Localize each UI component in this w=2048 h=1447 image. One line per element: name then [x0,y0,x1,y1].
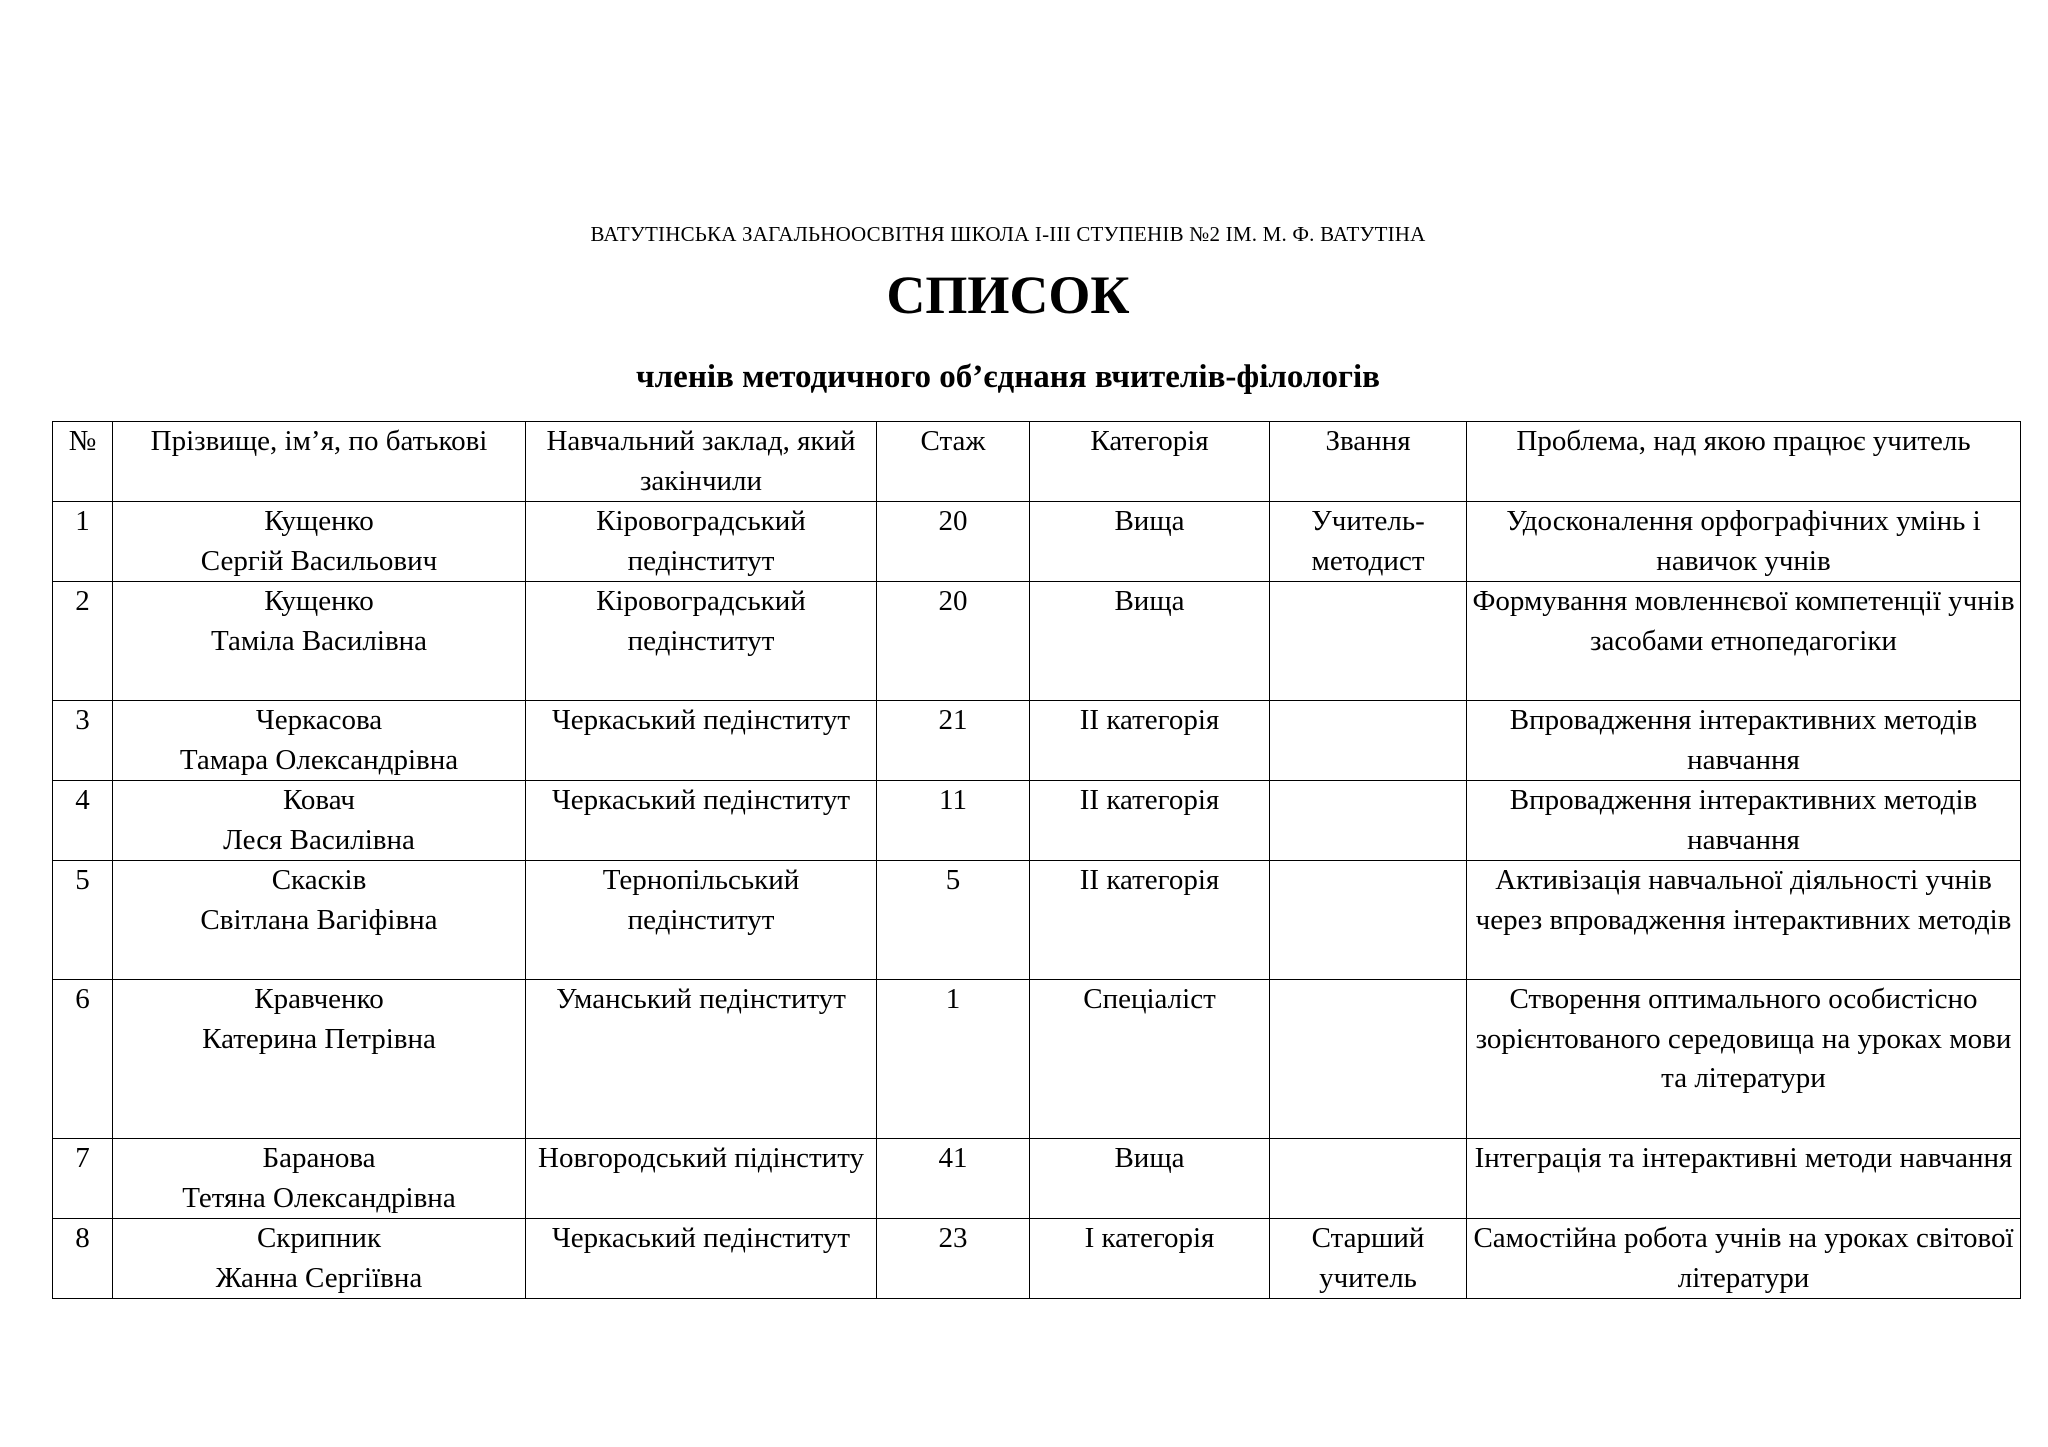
cell-number: 2 [53,582,113,701]
cell-experience: 23 [877,1219,1030,1299]
column-header-problem: Проблема, над якою працює учитель [1467,422,2021,502]
cell-surname: Баранова [262,1142,376,1174]
cell-given-name: Світлана Вагіфівна [200,903,438,936]
cell-surname: Скрипник [256,1222,382,1254]
column-header-title: Звання [1270,422,1467,502]
cell-problem: Створення оптимального особистісно зорієнтованого середовища на уроках мови та літератури [1467,980,2021,1139]
cell-name [113,502,526,582]
cell-given-name: Тамара Олександрівна [179,743,459,776]
cell-name [113,701,526,781]
cell-surname: Кущенко [264,585,374,617]
cell-experience: 20 [877,502,1030,582]
cell-title [1270,1139,1467,1219]
cell-institution: Тернопільський педінститут [526,861,877,980]
cell-surname: Ковач [282,784,355,816]
cell-number: 6 [53,980,113,1139]
cell-category: ІІ категорія [1030,781,1270,861]
cell-title [1270,861,1467,980]
cell-experience: 1 [877,980,1030,1139]
cell-category: Спеціаліст [1030,980,1270,1139]
cell-category: ІІ категорія [1030,861,1270,980]
cell-given-name: Тетяна Олександрівна [182,1181,456,1214]
cell-name [113,980,526,1139]
cell-problem: Формування мовленнєвої компетенції учнів засобами етнопедагогіки [1467,582,2021,701]
cell-institution: Кіровоградський педінститут [526,582,877,701]
cell-name [113,582,526,701]
document-title: СПИСОК [886,265,1130,325]
cell-name [113,1219,526,1299]
table-row [53,502,2021,582]
cell-given-name: Жанна Сергіївна [215,1261,423,1294]
cell-number: 3 [53,701,113,781]
table-row [53,781,2021,861]
cell-surname: Кравченко [254,983,384,1015]
cell-number: 5 [53,861,113,980]
cell-institution: Черкаський педінститут [526,701,877,781]
cell-title [1270,781,1467,861]
cell-problem: Самостійна робота учнів на уроках світової літератури [1467,1219,2021,1299]
cell-title [1270,582,1467,701]
column-header-number: № [53,422,113,502]
cell-title [1270,701,1467,781]
cell-number: 8 [53,1219,113,1299]
table-row [53,1139,2021,1219]
members-table [52,421,2021,1299]
cell-category: І категорія [1030,1219,1270,1299]
cell-problem: Впровадження інтерактивних методів навчання [1467,781,2021,861]
cell-category: Вища [1030,502,1270,582]
table-header-row [53,422,2021,502]
cell-title [1270,980,1467,1139]
column-header-experience: Стаж [877,422,1030,502]
cell-institution: Черкаський педінститут [526,1219,877,1299]
cell-category: Вища [1030,582,1270,701]
cell-category: Вища [1030,1139,1270,1219]
document-subtitle: членів методичного об’єднаня вчителів-філологів [636,359,1380,395]
cell-institution: Черкаський педінститут [526,781,877,861]
cell-problem: Удосконалення орфографічних умінь і навичок учнів [1467,502,2021,582]
cell-given-name: Сергій Васильович [200,544,438,577]
cell-given-name: Катерина Петрівна [202,1022,436,1055]
cell-surname: Кущенко [264,505,374,537]
table-row [53,701,2021,781]
cell-problem: Інтеграція та інтерактивні методи навчання [1467,1139,2021,1219]
cell-number: 1 [53,502,113,582]
cell-surname: Черкасова [255,704,383,736]
cell-problem: Активізація навчальної діяльності учнів через впровадження інтерактивних методів [1467,861,2021,980]
table-row [53,582,2021,701]
cell-number: 7 [53,1139,113,1219]
column-header-category: Категорія [1030,422,1270,502]
column-header-institution: Навчальний заклад, який закінчили [526,422,877,502]
cell-institution: Кіровоградський педінститут [526,502,877,582]
cell-experience: 11 [877,781,1030,861]
table-row [53,1219,2021,1299]
cell-institution: Новгородський підінститу [526,1139,877,1219]
cell-name [113,861,526,980]
cell-category: ІІ категорія [1030,701,1270,781]
cell-experience: 20 [877,582,1030,701]
table-row [53,980,2021,1139]
cell-given-name: Леся Василівна [223,823,415,856]
column-header-name: Прізвище, ім’я, по батькові [113,422,526,502]
cell-given-name: Таміла Василівна [210,624,428,657]
cell-title: Учитель-методист [1270,502,1467,582]
cell-experience: 21 [877,701,1030,781]
cell-institution: Уманський педінститут [526,980,877,1139]
cell-name [113,1139,526,1219]
cell-experience: 5 [877,861,1030,980]
cell-title: Старший учитель [1270,1219,1467,1299]
cell-experience: 41 [877,1139,1030,1219]
school-name: ВАТУТІНСЬКА ЗАГАЛЬНООСВІТНЯ ШКОЛА І-ІІІ СТУПЕНІВ №2 ІМ. М. Ф. ВАТУТІНА [590,222,1426,246]
table-row [53,861,2021,980]
cell-problem: Впровадження інтерактивних методів навчання [1467,701,2021,781]
cell-name [113,781,526,861]
cell-number: 4 [53,781,113,861]
cell-surname: Скасків [271,864,367,896]
